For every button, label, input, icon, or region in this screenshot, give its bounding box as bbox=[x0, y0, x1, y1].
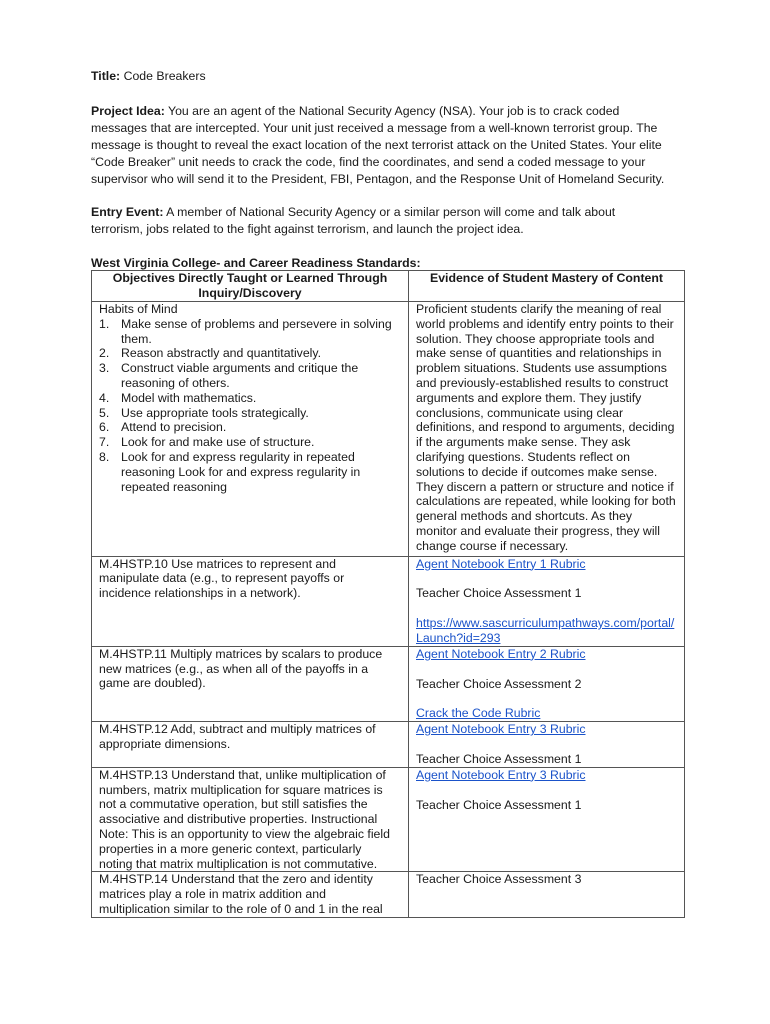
project-idea bbox=[91, 103, 691, 188]
list-number: 5. bbox=[99, 405, 110, 420]
list-item bbox=[99, 450, 404, 494]
evidence-text: Teacher Choice Assessment 1 bbox=[416, 586, 582, 601]
evidence-text: calculations are repeated, while looking for both bbox=[416, 494, 676, 509]
rubric-link[interactable]: Crack the Code Rubric bbox=[416, 706, 541, 721]
evidence-text: Teacher Choice Assessment 3 bbox=[416, 872, 582, 887]
spacer bbox=[416, 737, 680, 752]
project-idea-text: You are an agent of the National Security Agency (NSA). Your job is to crack coded bbox=[164, 104, 620, 118]
list-number: 7. bbox=[99, 435, 110, 450]
list-number: 2. bbox=[99, 346, 110, 361]
habits-evidence-cell bbox=[409, 302, 685, 557]
standards-body bbox=[92, 556, 685, 917]
table-header-row bbox=[92, 271, 685, 302]
list-item-text: Model with mathematics. bbox=[121, 390, 257, 405]
objectives-header-line: Inquiry/Discovery bbox=[198, 286, 302, 300]
list-item bbox=[99, 435, 404, 450]
standard-text: associative and distributive properties. Instructional bbox=[99, 812, 378, 827]
list-item-text: reasoning of others. bbox=[121, 375, 230, 390]
list-item bbox=[99, 346, 404, 361]
list-number: 6. bbox=[99, 420, 110, 435]
standard-cell bbox=[92, 767, 409, 872]
standard-text: numbers, matrix multiplication for square matrices is bbox=[99, 782, 383, 797]
list-number: 4. bbox=[99, 390, 110, 405]
title-line bbox=[91, 68, 691, 85]
spacer bbox=[416, 571, 680, 586]
evidence-text: general methods and shortcuts. As they bbox=[416, 509, 633, 524]
rubric-link[interactable]: https://www.sascurriculumpathways.com/portal/ bbox=[416, 616, 675, 631]
list-item-text: Attend to precision. bbox=[121, 420, 227, 435]
rubric-link[interactable]: Agent Notebook Entry 1 Rubric bbox=[416, 556, 586, 571]
entry-event bbox=[91, 204, 691, 238]
evidence-text: change course if necessary. bbox=[416, 538, 569, 553]
evidence-header: Evidence of Student Mastery of Content bbox=[409, 271, 685, 302]
spacer bbox=[416, 783, 680, 798]
evidence-line bbox=[416, 706, 680, 721]
evidence-cell bbox=[409, 646, 685, 721]
standard-text: incidence relationships in a network). bbox=[99, 586, 301, 601]
evidence-text: arguments and explore them. They justify bbox=[416, 390, 642, 405]
title-text: Code Breakers bbox=[123, 69, 206, 83]
evidence-text: Teacher Choice Assessment 2 bbox=[416, 676, 582, 691]
standard-text: matrices play a role in matrix addition and bbox=[99, 887, 326, 902]
title-label: Title: bbox=[91, 69, 121, 83]
list-item bbox=[99, 406, 404, 421]
standard-text: M.4HSTP.11 Multiply matrices by scalars to produce bbox=[99, 646, 383, 661]
standard-text: manipulate data (e.g., to represent payoffs or bbox=[99, 571, 345, 586]
habits-cell bbox=[92, 302, 409, 557]
spacer bbox=[416, 691, 680, 706]
spacer bbox=[416, 601, 680, 616]
objectives-header bbox=[92, 271, 409, 302]
document-page bbox=[91, 68, 691, 918]
entry-event-text: A member of National Security Agency or a similar person will come and talk about bbox=[163, 205, 616, 219]
evidence-line bbox=[416, 631, 680, 646]
rubric-link[interactable]: Launch?id=293 bbox=[416, 630, 501, 645]
table-row bbox=[92, 722, 685, 768]
evidence-text: solution. They choose appropriate tools and bbox=[416, 331, 655, 346]
evidence-text: make sense of quantities and relationships in bbox=[416, 346, 662, 361]
project-idea-text: supervisor who will send it to the President, FBI, Pentagon, and the Response Unit of Homeland Security. bbox=[91, 172, 665, 186]
evidence-line bbox=[416, 722, 680, 737]
list-item bbox=[99, 391, 404, 406]
table-row bbox=[92, 556, 685, 646]
standard-text: properties in a more generic context, particularly bbox=[99, 841, 362, 856]
standard-text: appropriate dimensions. bbox=[99, 736, 231, 751]
evidence-text: solutions to decide if outcomes make sense. bbox=[416, 464, 658, 479]
evidence-text: clarifying questions. Students reflect on bbox=[416, 449, 630, 464]
evidence-cell bbox=[409, 872, 685, 917]
standard-text: noting that matrix multiplication is not commutative. bbox=[99, 856, 378, 871]
table-row bbox=[92, 872, 685, 917]
standard-cell bbox=[92, 556, 409, 646]
list-item-text: Look for and express regularity in repeated bbox=[121, 449, 355, 464]
entry-event-label: Entry Event: bbox=[91, 205, 164, 219]
list-item-text: Construct viable arguments and critique the bbox=[121, 361, 359, 376]
evidence-cell bbox=[409, 722, 685, 768]
list-item-text: Use appropriate tools strategically. bbox=[121, 405, 309, 420]
evidence-line bbox=[416, 557, 680, 572]
evidence-line bbox=[416, 768, 680, 783]
rubric-link[interactable]: Agent Notebook Entry 3 Rubric bbox=[416, 767, 586, 782]
standard-text: M.4HSTP.13 Understand that, unlike multiplication of bbox=[99, 767, 386, 782]
standard-text: M.4HSTP.10 Use matrices to represent and bbox=[99, 556, 336, 571]
table-row bbox=[92, 646, 685, 721]
evidence-cell bbox=[409, 556, 685, 646]
evidence-text: monitor and evaluate their progress, they will bbox=[416, 523, 661, 538]
list-item bbox=[99, 420, 404, 435]
evidence-text: problem situations. Students use assumptions bbox=[416, 361, 667, 376]
list-item-text: Make sense of problems and persevere in solving bbox=[121, 316, 392, 331]
list-item-text: reasoning Look for and express regularity in bbox=[121, 464, 361, 479]
table-row bbox=[92, 302, 685, 557]
standard-cell bbox=[92, 646, 409, 721]
rubric-link[interactable]: Agent Notebook Entry 3 Rubric bbox=[416, 722, 586, 737]
table-row bbox=[92, 767, 685, 872]
evidence-text: They discern a pattern or structure and notice if bbox=[416, 479, 674, 494]
evidence-text: conclusions, communicate using clear bbox=[416, 405, 624, 420]
evidence-text: Teacher Choice Assessment 1 bbox=[416, 797, 582, 812]
list-number: 1. bbox=[99, 316, 110, 331]
list-item-text: repeated reasoning bbox=[121, 479, 227, 494]
evidence-line bbox=[416, 647, 680, 662]
evidence-line bbox=[416, 616, 680, 631]
list-item-text: Reason abstractly and quantitatively. bbox=[121, 346, 322, 361]
standards-heading: West Virginia College- and Career Readiness Standards: bbox=[91, 256, 421, 270]
standard-text: new matrices (e.g., as when all of the payoffs in a bbox=[99, 661, 369, 676]
standard-text: M.4HSTP.14 Understand that the zero and identity bbox=[99, 872, 373, 887]
evidence-text: if the arguments make sense. They ask bbox=[416, 435, 631, 450]
evidence-text: world problems and identify entry points to their bbox=[416, 316, 674, 331]
standard-text: Note: This is an opportunity to view the algebraic field bbox=[99, 826, 390, 841]
habits-list bbox=[99, 317, 404, 495]
habits-heading: Habits of Mind bbox=[99, 302, 178, 316]
project-idea-text: message is thought to reveal the exact location of the next terrorist attack on the United States. Your elite bbox=[91, 138, 662, 152]
evidence-text: Proficient students clarify the meaning of real bbox=[416, 302, 662, 316]
spacer bbox=[416, 662, 680, 677]
list-item bbox=[99, 361, 404, 391]
standard-text: multiplication similar to the role of 0 and 1 in the real bbox=[99, 901, 383, 916]
project-idea-text: messages that are intercepted. Your unit just received a message from a well-known terrorist group. The bbox=[91, 121, 658, 135]
list-item bbox=[99, 317, 404, 347]
rubric-link[interactable]: Agent Notebook Entry 2 Rubric bbox=[416, 646, 586, 661]
list-item-text: them. bbox=[121, 331, 152, 346]
evidence-cell bbox=[409, 767, 685, 872]
standard-text: game are doubled). bbox=[99, 676, 206, 691]
list-number: 8. bbox=[99, 449, 110, 464]
entry-event-text: terrorism, jobs related to the fight against terrorism, and launch the project idea. bbox=[91, 222, 524, 236]
evidence-text: and previously-established results to construct bbox=[416, 375, 669, 390]
standard-text: M.4HSTP.12 Add, subtract and multiply matrices of bbox=[99, 722, 376, 737]
evidence-text: definitions, and respond to arguments, deciding bbox=[416, 420, 675, 435]
list-item-text: Look for and make use of structure. bbox=[121, 435, 315, 450]
list-number: 3. bbox=[99, 361, 110, 376]
standard-cell bbox=[92, 722, 409, 768]
standard-text: not a commutative operation, but still satisfies the bbox=[99, 797, 368, 812]
standard-cell bbox=[92, 872, 409, 917]
standards-table bbox=[91, 270, 685, 918]
evidence-text: Teacher Choice Assessment 1 bbox=[416, 751, 582, 766]
objectives-header-line: Objectives Directly Taught or Learned Through bbox=[112, 271, 388, 285]
project-idea-text: “Code Breaker” unit needs to crack the code, find the coordinates, and send a coded message to your bbox=[91, 155, 646, 169]
project-idea-label: Project Idea: bbox=[91, 104, 165, 118]
